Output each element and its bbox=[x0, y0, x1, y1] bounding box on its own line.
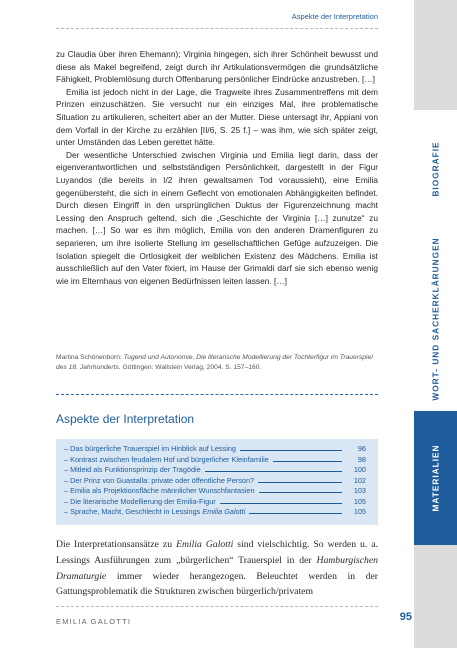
toc-page: 102 bbox=[353, 475, 366, 485]
footer-book-title: EMILIA GALOTTI bbox=[56, 617, 132, 626]
section-heading: Aspekte der Interpretation bbox=[56, 412, 195, 426]
toc-label: Emilia als Projektionsfläche männlicher Wunschfantasien bbox=[70, 486, 255, 495]
source-author: Martina Schönenborn: bbox=[56, 354, 122, 361]
toc-item[interactable]: – Mitleid als Funktionsprinzip der Tragödie 100 bbox=[64, 465, 366, 474]
source-publisher: Göttingen: Wallstein Verlag, 2004. S. 157–160. bbox=[122, 363, 262, 371]
toc-page: 105 bbox=[353, 507, 366, 516]
toc-page: 100 bbox=[353, 465, 366, 474]
side-tab-materialien[interactable]: MATERIALIEN bbox=[414, 411, 457, 545]
source-citation bbox=[56, 353, 378, 372]
toc-page: 98 bbox=[357, 454, 366, 464]
toc-leader bbox=[273, 461, 342, 462]
side-tab-blank-top bbox=[414, 0, 457, 110]
toc-label: Die literarische Modellierung der Emilia-Figur bbox=[70, 496, 216, 506]
toc-label: Das bürgerliche Trauerspiel im Hinblick auf Lessing bbox=[70, 444, 236, 453]
toc-item[interactable]: – Das bürgerliche Trauerspiel im Hinblick auf Lessing 96 bbox=[64, 444, 366, 453]
side-tab-blank-bottom bbox=[414, 545, 457, 648]
side-tab-biografie[interactable]: BIOGRAFIE bbox=[414, 110, 457, 227]
toc-item[interactable]: – Sprache, Macht, Geschlecht in Lessings Emilia Galotti 105 bbox=[64, 507, 366, 516]
toc-leader bbox=[258, 482, 342, 483]
toc-label: Kontrast zwischen feudalem Hof und bürgerlicher Kleinfamilie bbox=[70, 454, 269, 464]
paragraph: Der wesentliche Unterschied zwischen Virginia und Emilia liegt darin, dass der eigenverantwortlichen und selbstständigen Persönlichkeit, dargestellt in der Figur Luyandos (die bereits in I/2 ihren gewaltsamen Tod voraussieht), eine Emilia gegenübersteht, die sich in einem Geflecht von emotionalen Abhängigkeiten befindet. Durch diesen Eingriff in den ursprünglichen Duktus der Figurenzeichnung macht Lessing den Anspruch geltend, sich die „Geschichte der Virginia […] zunutze“ zu machen. […] So war es ihm möglich, Emilia von den anderen Dramenfiguren zu separieren, um ihre isolierte Stellung im gesellschaftlichen Gefüge aufzuzeigen. Die Isolation spiegelt die Ortlosigkeit der weiblichen Existenz des Mädchens. Emilia ist ausschließlich auf den Vater fixiert, im Hause der Grimaldi darf sie sich ebenso wenig wie im Elternhaus von eigenen Bedürfnissen leiten lassen. […] bbox=[56, 149, 378, 286]
toc-label-italic: Emilia Galotti bbox=[202, 507, 246, 516]
toc-item[interactable]: – Emilia als Projektionsfläche männlicher Wunschfantasien 103 bbox=[64, 486, 366, 495]
toc-item[interactable]: – Die literarische Modellierung der Emilia-Figur 105 bbox=[64, 496, 366, 506]
side-tab-wort-und-sacherklaerungen[interactable]: WORT- UND SACHERKLÄRUNGEN bbox=[414, 227, 457, 411]
toc-leader bbox=[249, 513, 342, 514]
toc-item[interactable]: – Kontrast zwischen feudalem Hof und bürgerlicher Kleinfamilie 98 bbox=[64, 454, 366, 464]
quoted-text bbox=[56, 48, 378, 287]
toc-item[interactable]: – Der Prinz von Guastalla: private oder öffentliche Person? 102 bbox=[64, 475, 366, 485]
toc-label: Der Prinz von Guastalla: private oder öffentliche Person? bbox=[70, 475, 255, 485]
toc-leader bbox=[205, 471, 342, 472]
source-title: Tugend und Autonomie. Die literarische Modellierung der Tochterfigur im Trauerspiel des 18. Jahrhunderts. bbox=[56, 354, 373, 371]
toc-page: 96 bbox=[357, 444, 366, 453]
toc-label: Sprache, Macht, Geschlecht in Lessings bbox=[70, 507, 203, 516]
toc-leader bbox=[259, 492, 343, 493]
header-divider bbox=[56, 28, 378, 29]
toc-page: 103 bbox=[353, 486, 366, 495]
paragraph: Emilia ist jedoch nicht in der Lage, die Tragweite ihres Zusammentreffens mit dem Prinzen einzuschätzen. Sie versucht nur ein einziges Mal, ihre problematische Situation zu artikulieren, scheitert aber an der Mutter. Diese untersagt ihr, Appiani von dem Vorfall in der Kirche zu erzählen [II/6, S. 25 f.] – was ihm, wie sich später zeigt, unter Umständen das Leben gerettet hätte. bbox=[56, 86, 378, 148]
toc-leader bbox=[220, 503, 342, 504]
table-of-contents bbox=[56, 439, 378, 525]
toc-leader bbox=[240, 450, 342, 451]
paragraph: zu Claudia über ihren Ehemann); Virginia hingegen, sich ihrer Schönheit bewusst und diese als Makel begreifend, zeigt durch ihr Artikulationsvermögen die grundsätzliche Fähigkeit, Problemlösung durch Offenbarung persönlicher Eindrücke anzustreben. […] bbox=[56, 49, 378, 85]
section-divider bbox=[56, 394, 378, 395]
footer-divider bbox=[56, 606, 378, 607]
page-number: 95 bbox=[399, 611, 412, 623]
toc-page: 105 bbox=[353, 496, 366, 506]
intro-paragraph: Die Interpretationsansätze zu Emilia Galotti sind vielschichtig. So werden u. a. Lessings Ausführungen zum „bürgerlichen“ Trauerspiel in der Hamburgischen Dramaturgie immer wieder herangezogen. Beleuchtet werden in der Gattungsproblematik die Strukturen zwischen bürgerlich/privatem bbox=[56, 539, 378, 598]
running-header: Aspekte der Interpretation bbox=[291, 12, 378, 21]
toc-label: Mitleid als Funktionsprinzip der Tragödie bbox=[70, 465, 201, 474]
